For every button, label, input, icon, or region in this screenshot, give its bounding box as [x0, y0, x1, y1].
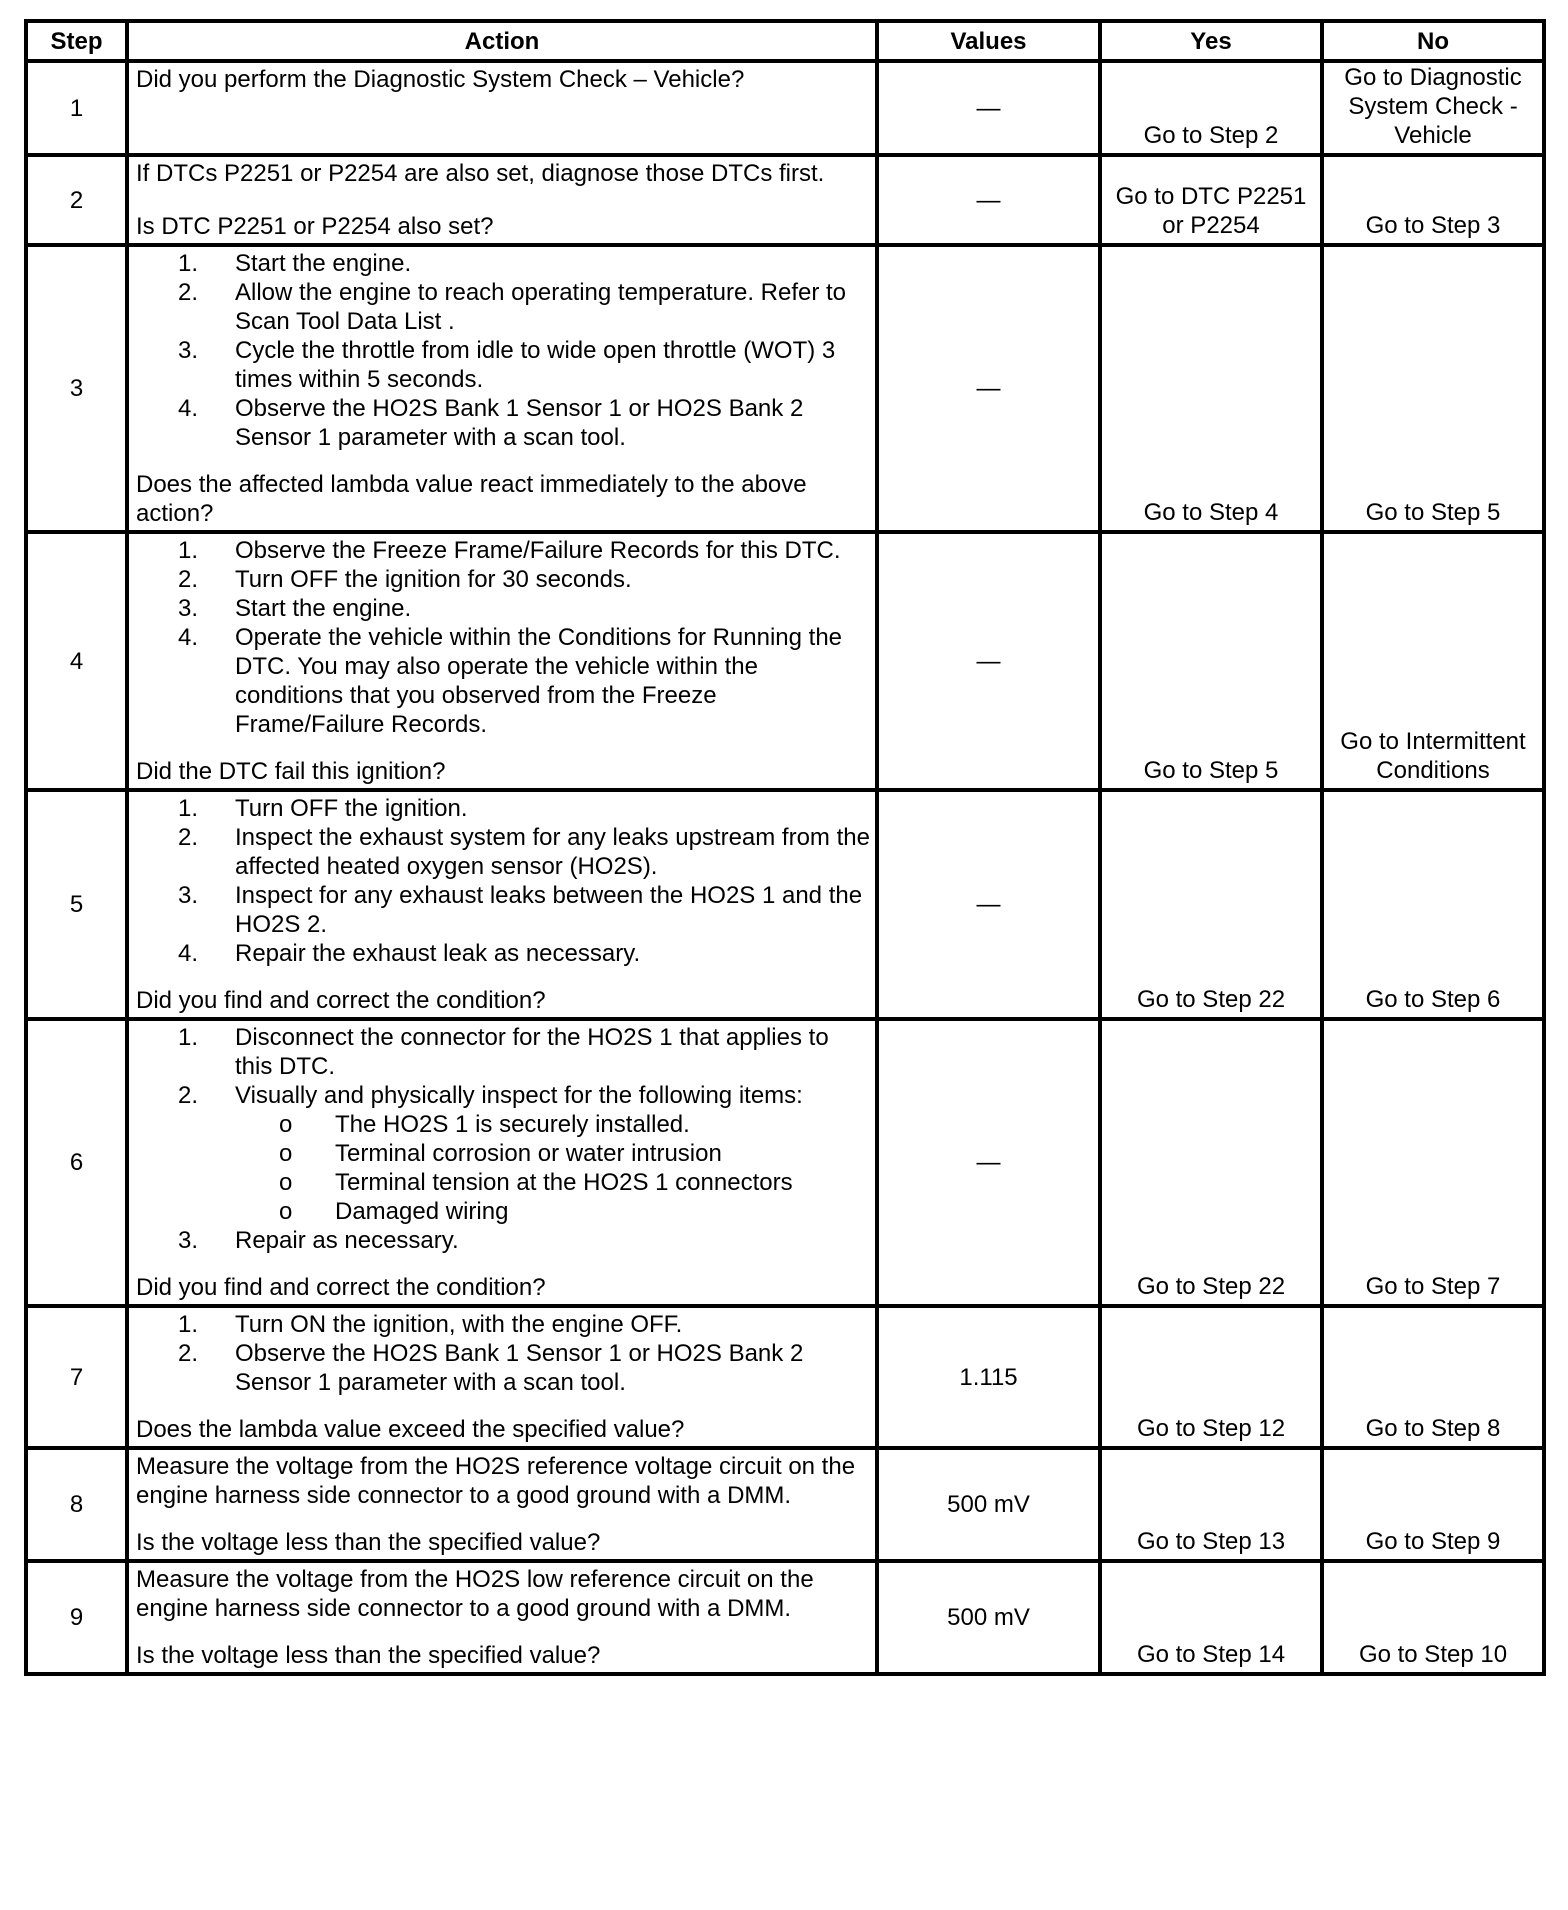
list-text: Turn OFF the ignition.: [235, 795, 468, 822]
bullet-text: Terminal tension at the HO2S 1 connectors: [335, 1169, 793, 1196]
list-item: [136, 1226, 871, 1255]
numbered-list: [136, 249, 871, 452]
list-number: 3.: [177, 337, 198, 364]
list-text-block: [235, 336, 871, 394]
list-text-block: [235, 939, 871, 968]
action-body: [136, 249, 871, 452]
list-text: Turn OFF the ignition for 30 seconds.: [235, 566, 632, 593]
action-cell: [127, 61, 877, 155]
list-text-block: [235, 594, 871, 623]
list-number: 2.: [177, 279, 198, 306]
bullet-icon: o: [279, 1198, 293, 1225]
list-item: [136, 394, 871, 452]
no-cell: Go to Step 8: [1322, 1306, 1544, 1448]
yes-cell: Go to Step 4: [1100, 245, 1322, 532]
action-content: [136, 536, 871, 786]
diagnostic-table: [24, 19, 1546, 1676]
action-content: [136, 1452, 871, 1557]
list-item: [136, 623, 871, 739]
list-item: [136, 336, 871, 394]
value-cell: 1.115: [877, 1306, 1100, 1448]
table-row: [26, 1019, 1544, 1306]
list-text: Repair the exhaust leak as necessary.: [235, 940, 641, 967]
action-cell: [127, 1019, 877, 1306]
action-intro: Measure the voltage from the HO2S reference voltage circuit on the engine harness side connector to a good ground with a DMM.: [136, 1453, 856, 1509]
value-cell: 500 mV: [877, 1561, 1100, 1674]
action-body: [136, 1310, 871, 1397]
action-intro: Did you perform the Diagnostic System Check – Vehicle?: [136, 66, 745, 93]
action-content: [136, 1310, 871, 1444]
no-cell: Go to Step 5: [1322, 245, 1544, 532]
bullet-text: The HO2S 1 is securely installed.: [335, 1111, 690, 1138]
action-body: [136, 159, 871, 188]
list-text: Turn ON the ignition, with the engine OFF.: [235, 1311, 683, 1338]
list-number: 3.: [177, 882, 198, 909]
list-text-block: [235, 1226, 871, 1255]
bullet-text: Terminal corrosion or water intrusion: [335, 1140, 722, 1167]
step-number: 6: [26, 1019, 127, 1306]
list-text-block: [235, 278, 871, 336]
action-content: [136, 1023, 871, 1302]
list-text: Observe the Freeze Frame/Failure Records for this DTC.: [235, 537, 841, 564]
no-cell: Go to Step 9: [1322, 1448, 1544, 1561]
list-number: 4.: [177, 624, 198, 651]
list-number: 3.: [177, 595, 198, 622]
list-number: 2.: [177, 1340, 198, 1367]
bullet-icon: o: [279, 1169, 293, 1196]
list-text: Operate the vehicle within the Conditions for Running the DTC. You may also operate the vehicle within the conditions that you observed from the Freeze Frame/Failure Records.: [235, 624, 843, 738]
step-number: 2: [26, 155, 127, 245]
list-number: 2.: [177, 824, 198, 851]
action-cell: [127, 245, 877, 532]
no-cell: Go to Step 3: [1322, 155, 1544, 245]
list-item: [136, 939, 871, 968]
list-item: [136, 536, 871, 565]
no-cell: Go to Step 7: [1322, 1019, 1544, 1306]
header-row: [26, 21, 1544, 61]
no-cell: Go to Diagnostic System Check - Vehicle: [1322, 61, 1544, 155]
table-row: [26, 1306, 1544, 1448]
value-cell: 500 mV: [877, 1448, 1100, 1561]
bullet-text: Damaged wiring: [335, 1198, 509, 1225]
step-number: 3: [26, 245, 127, 532]
list-text-block: [235, 881, 871, 939]
action-body: [136, 1452, 871, 1510]
action-body: [136, 65, 871, 94]
list-number: 3.: [177, 1227, 198, 1254]
list-text-block: [235, 249, 871, 278]
step-number: 9: [26, 1561, 127, 1674]
action-question: Did the DTC fail this ignition?: [136, 758, 446, 785]
yes-cell: Go to DTC P2251 or P2254: [1100, 155, 1322, 245]
bullet-list: [235, 1110, 871, 1226]
list-number: 2.: [177, 566, 198, 593]
list-text-block: [235, 565, 871, 594]
action-question: Is DTC P2251 or P2254 also set?: [136, 213, 494, 240]
step-number: 5: [26, 790, 127, 1019]
list-item: [136, 1339, 871, 1397]
no-cell: Go to Step 10: [1322, 1561, 1544, 1674]
step-number: 1: [26, 61, 127, 155]
header-values: Values: [877, 21, 1100, 61]
action-cell: [127, 790, 877, 1019]
action-question: Did you find and correct the condition?: [136, 1274, 546, 1301]
value-cell: —: [877, 61, 1100, 155]
list-text: Cycle the throttle from idle to wide open throttle (WOT) 3 times within 5 seconds.: [235, 337, 836, 393]
list-item: [136, 278, 871, 336]
no-cell: Go to Intermittent Conditions: [1322, 532, 1544, 790]
action-content: [136, 249, 871, 528]
action-question: Is the voltage less than the specified value?: [136, 1529, 601, 1556]
yes-cell: Go to Step 5: [1100, 532, 1322, 790]
step-number: 8: [26, 1448, 127, 1561]
list-item: [136, 1081, 871, 1226]
action-question: Did you find and correct the condition?: [136, 987, 546, 1014]
list-text: Visually and physically inspect for the following items:: [235, 1082, 803, 1109]
list-number: 1.: [177, 1311, 198, 1338]
table-row: [26, 1561, 1544, 1674]
list-text-block: [235, 1310, 871, 1339]
action-question: Does the affected lambda value react immediately to the above action?: [136, 471, 807, 527]
table-row: [26, 1448, 1544, 1561]
list-item: [136, 1310, 871, 1339]
value-cell: —: [877, 245, 1100, 532]
value-cell: —: [877, 155, 1100, 245]
list-number: 4.: [177, 395, 198, 422]
header-no: No: [1322, 21, 1544, 61]
list-text: Inspect the exhaust system for any leaks upstream from the affected heated oxygen sensor (HO2S).: [235, 824, 870, 880]
yes-cell: Go to Step 2: [1100, 61, 1322, 155]
bullet-item: [235, 1110, 871, 1139]
list-text-block: [235, 1339, 871, 1397]
list-text-block: [235, 536, 871, 565]
list-text-block: [235, 794, 871, 823]
list-text: Observe the HO2S Bank 1 Sensor 1 or HO2S Bank 2 Sensor 1 parameter with a scan tool.: [235, 1340, 804, 1396]
table-row: [26, 61, 1544, 155]
action-body: [136, 794, 871, 968]
action-cell: [127, 155, 877, 245]
numbered-list: [136, 536, 871, 739]
table-row: [26, 155, 1544, 245]
list-item: [136, 794, 871, 823]
action-cell: [127, 532, 877, 790]
list-text: Start the engine.: [235, 595, 412, 622]
list-number: 1.: [177, 250, 198, 277]
action-content: [136, 65, 871, 151]
diagnostic-table-container: [24, 19, 1546, 1676]
numbered-list: [136, 1310, 871, 1397]
action-intro: If DTCs P2251 or P2254 are also set, diagnose those DTCs first.: [136, 160, 825, 187]
step-number: 7: [26, 1306, 127, 1448]
action-body: [136, 1023, 871, 1255]
value-cell: —: [877, 532, 1100, 790]
list-number: 1.: [177, 1024, 198, 1051]
list-item: [136, 565, 871, 594]
yes-cell: Go to Step 22: [1100, 1019, 1322, 1306]
list-text: Disconnect the connector for the HO2S 1 that applies to this DTC.: [235, 1024, 829, 1080]
action-cell: [127, 1448, 877, 1561]
no-cell: Go to Step 6: [1322, 790, 1544, 1019]
step-number: 4: [26, 532, 127, 790]
action-cell: [127, 1306, 877, 1448]
action-content: [136, 1565, 871, 1670]
list-text: Repair as necessary.: [235, 1227, 459, 1254]
bullet-icon: o: [279, 1140, 293, 1167]
list-text-block: [235, 823, 871, 881]
action-content: [136, 794, 871, 1015]
action-cell: [127, 1561, 877, 1674]
numbered-list: [136, 794, 871, 968]
bullet-item: [235, 1168, 871, 1197]
action-question: Is the voltage less than the specified value?: [136, 1642, 601, 1669]
table-row: [26, 245, 1544, 532]
list-number: 2.: [177, 1082, 198, 1109]
value-cell: —: [877, 790, 1100, 1019]
list-text-block: [235, 623, 871, 739]
list-text: Observe the HO2S Bank 1 Sensor 1 or HO2S Bank 2 Sensor 1 parameter with a scan tool.: [235, 395, 804, 451]
list-number: 4.: [177, 940, 198, 967]
bullet-item: [235, 1139, 871, 1168]
list-text: Allow the engine to reach operating temperature. Refer to Scan Tool Data List .: [235, 279, 847, 335]
action-intro: Measure the voltage from the HO2S low reference circuit on the engine harness side connector to a good ground with a DMM.: [136, 1566, 814, 1622]
value-cell: —: [877, 1019, 1100, 1306]
list-item: [136, 594, 871, 623]
list-text: Start the engine.: [235, 250, 412, 277]
header-step: Step: [26, 21, 127, 61]
action-body: [136, 1565, 871, 1623]
list-text-block: [235, 1023, 871, 1081]
action-content: [136, 159, 871, 241]
list-number: 1.: [177, 537, 198, 564]
action-body: [136, 536, 871, 739]
header-action: Action: [127, 21, 877, 61]
yes-cell: Go to Step 12: [1100, 1306, 1322, 1448]
yes-cell: Go to Step 14: [1100, 1561, 1322, 1674]
yes-cell: Go to Step 13: [1100, 1448, 1322, 1561]
list-item: [136, 823, 871, 881]
table-row: [26, 790, 1544, 1019]
list-number: 1.: [177, 795, 198, 822]
bullet-item: [235, 1197, 871, 1226]
list-item: [136, 1023, 871, 1081]
list-text-block: [235, 1081, 871, 1226]
action-question: Does the lambda value exceed the specified value?: [136, 1416, 685, 1443]
header-yes: Yes: [1100, 21, 1322, 61]
bullet-icon: o: [279, 1111, 293, 1138]
table-row: [26, 532, 1544, 790]
list-text-block: [235, 394, 871, 452]
yes-cell: Go to Step 22: [1100, 790, 1322, 1019]
numbered-list: [136, 1023, 871, 1255]
list-text: Inspect for any exhaust leaks between the HO2S 1 and the HO2S 2.: [235, 882, 863, 938]
list-item: [136, 249, 871, 278]
list-item: [136, 881, 871, 939]
